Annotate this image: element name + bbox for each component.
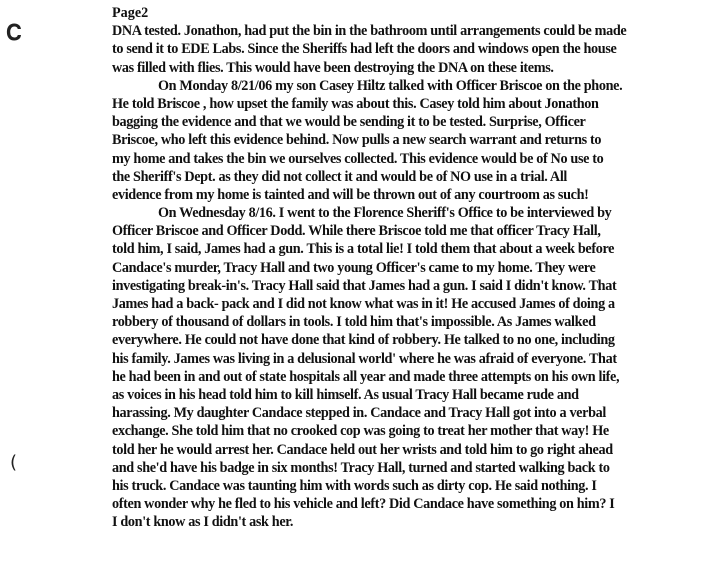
text-line: I don't know as I didn't ask her.	[112, 514, 294, 531]
page-number-label: Page2	[112, 5, 149, 21]
document-body	[112, 4, 716, 531]
text-line: often wonder why he fled to his vehicle and left? Did Candace have something on him? I	[112, 496, 615, 513]
text-line: Officer Briscoe and Officer Dodd. While there Briscoe told me that officer Tracy Hall,	[112, 223, 601, 240]
text-line: and she'd have his badge in six months! Tracy Hall, turned and started walking back to	[112, 459, 610, 476]
text-line: told him, I said, James had a gun. This is a total lie! I told them that about a week before	[112, 241, 615, 258]
text-line: everywhere. He could not have done that kind of robbery. He talked to no one, including	[112, 332, 615, 349]
text-line: his family. James was living in a delusional world' where he was afraid of everyone. That	[112, 350, 617, 367]
margin-mark: (	[10, 452, 18, 473]
text-line: DNA tested. Jonathon, had put the bin in the bathroom until arrangements could be made	[112, 23, 627, 40]
text-line: Candace's murder, Tracy Hall and two young Officer's came to my home. They were	[112, 259, 596, 276]
document-lines	[112, 22, 716, 531]
text-line: to send it to EDE Labs. Since the Sheriffs had left the doors and windows open the house	[112, 41, 617, 58]
text-line: the Sheriff's Dept. as they did not collect it and would be of NO use in a trial. All	[112, 168, 568, 185]
text-line: my home and takes the bin we ourselves collected. This evidence would be of No use to	[112, 150, 604, 167]
text-line: robbery of thousand of dollars in tools. I told him that's impossible. As James walked	[112, 314, 596, 331]
text-line: told her he would arrest her. Candace held out her wrists and told him to go right ahead	[112, 441, 613, 458]
text-line: was filled with flies. This would have been destroying the DNA on these items.	[112, 59, 554, 76]
text-line: as voices in his head told him to kill himself. As usual Tracy Hall became rude and	[112, 386, 579, 403]
text-line: James had a back- pack and I did not know what was in it! He accused James of doing a	[112, 296, 615, 312]
text-line: On Wednesday 8/16. I went to the Florence Sheriff's Office to be interviewed by	[158, 205, 612, 222]
hole-punch-mark: 𝐂	[6, 21, 22, 46]
text-line: On Monday 8/21/06 my son Casey Hiltz talked with Officer Briscoe on the phone.	[158, 77, 623, 94]
text-line: He told Briscoe , how upset the family was about this. Casey told him about Jonathon	[112, 95, 599, 112]
text-line: he had been in and out of state hospitals all year and made three attempts on his own life,	[112, 368, 620, 385]
text-line: harassing. My daughter Candace stepped in. Candace and Tracy Hall got into a verbal	[112, 405, 606, 422]
text-line: evidence from my home is tainted and will be thrown out of any courtroom as such!	[112, 186, 589, 203]
text-line: Briscoe, who left this evidence behind. Now pulls a new search warrant and returns to	[112, 132, 602, 149]
text-line: his truck. Candace was taunting him with words such as dirty cop. He said nothing. I	[112, 477, 597, 494]
text-line: exchange. She told him that no crooked cop was going to treat her mother that way! He	[112, 423, 609, 440]
text-line: bagging the evidence and that we would be sending it to be tested. Surprise, Officer	[112, 114, 586, 131]
text-line: investigating break-in's. Tracy Hall said that James had a gun. I said I didn't know. That	[112, 277, 617, 294]
